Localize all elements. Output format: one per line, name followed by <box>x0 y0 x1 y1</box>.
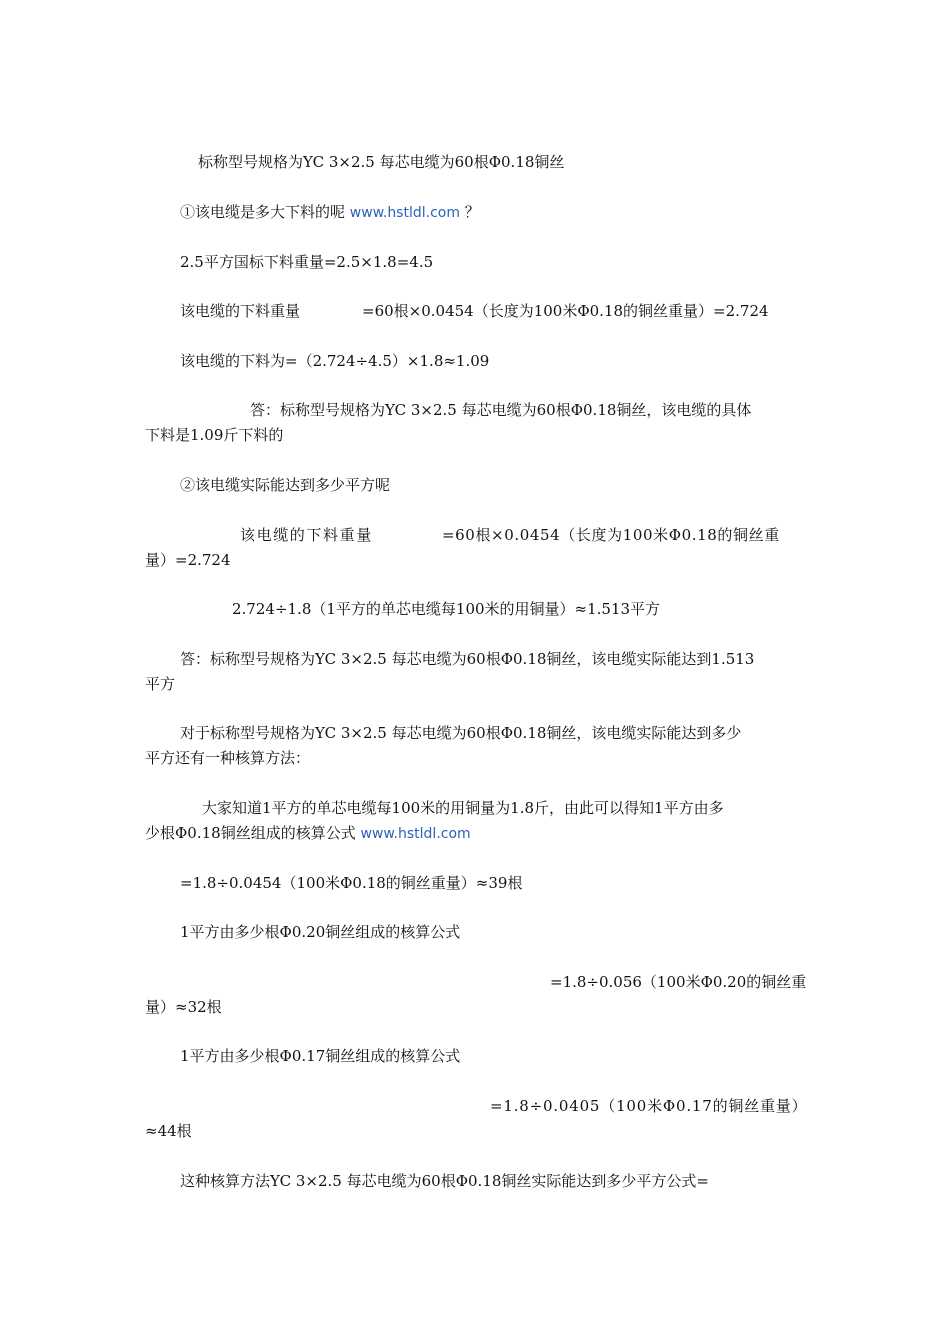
paragraph-method-line-1: 对于标称型号规格为YC 3×2.5 每芯电缆为60根Φ0.18铜丝，该电缆实际能达到多少 <box>180 724 742 742</box>
paragraph-weight-2-label: 该电缆的下料重量 <box>240 526 373 544</box>
paragraph-formula-020-line-2: 量）≈32根 <box>145 998 222 1016</box>
paragraph-weight-2-line-2: 量）=2.724 <box>145 551 231 569</box>
paragraph-question-1 <box>180 200 480 225</box>
paragraph-answer-1-line-1: 答：标称型号规格为YC 3×2.5 每芯电缆为60根Φ0.18铜丝，该电缆的具体 <box>250 401 752 419</box>
paragraph-cable-weight-formula: =60根×0.0454（长度为100米Φ0.18的铜丝重量）=2.724 <box>362 302 769 320</box>
paragraph-formula-018: =1.8÷0.0454（100米Φ0.18的铜丝重量）≈39根 <box>180 874 523 892</box>
paragraph-heading-020: 1平方由多少根Φ0.20铜丝组成的核算公式 <box>180 923 461 941</box>
paragraph-area-calc: 2.724÷1.8（1平方的单芯电缆每100米的用铜量）≈1.513平方 <box>232 600 661 618</box>
paragraph-heading-017: 1平方由多少根Φ0.17铜丝组成的核算公式 <box>180 1047 461 1065</box>
website-link-2[interactable]: www.hstldl.com <box>360 826 471 842</box>
paragraph-answer-2-line-2: 平方 <box>145 675 176 693</box>
paragraph-method-line-2: 平方还有一种核算方法： <box>145 749 311 767</box>
paragraph-spec: 标称型号规格为YC 3×2.5 每芯电缆为60根Φ0.18铜丝 <box>198 153 565 171</box>
paragraph-formula-017-line-2: ≈44根 <box>145 1122 192 1140</box>
paragraph-formula-017-line-1: =1.8÷0.0405（100米Φ0.17的铜丝重量） <box>490 1097 808 1115</box>
paragraph-cable-material: 该电缆的下料为=（2.724÷4.5）×1.8≈1.09 <box>180 352 490 370</box>
question-1-text: ①该电缆是多大下料的呢 <box>180 203 346 221</box>
paragraph-known-line-2 <box>145 821 471 846</box>
paragraph-final-formula: 这种核算方法YC 3×2.5 每芯电缆为60根Φ0.18铜丝实际能达到多少平方公式= <box>180 1172 709 1190</box>
paragraph-known-line-1: 大家知道1平方的单芯电缆每100米的用铜量为1.8斤，由此可以得知1平方由多 <box>202 799 724 817</box>
paragraph-answer-1-line-2: 下料是1.09斤下料的 <box>145 426 284 444</box>
paragraph-weight-2-formula: =60根×0.0454（长度为100米Φ0.18的铜丝重 <box>442 526 780 544</box>
paragraph-standard-weight: 2.5平方国标下料重量=2.5×1.8=4.5 <box>180 253 434 271</box>
paragraph-question-2: ②该电缆实际能达到多少平方呢 <box>180 476 391 494</box>
question-1-mark: ？ <box>464 203 480 221</box>
paragraph-formula-020-line-1: =1.8÷0.056（100米Φ0.20的铜丝重 <box>550 973 807 991</box>
website-link[interactable]: www.hstldl.com <box>349 205 460 221</box>
known-line-2-text: 少根Φ0.18铜丝组成的核算公式 <box>145 824 356 842</box>
paragraph-answer-2-line-1: 答：标称型号规格为YC 3×2.5 每芯电缆为60根Φ0.18铜丝，该电缆实际能达到1.513 <box>180 650 755 668</box>
paragraph-cable-weight-label: 该电缆的下料重量 <box>180 302 301 320</box>
